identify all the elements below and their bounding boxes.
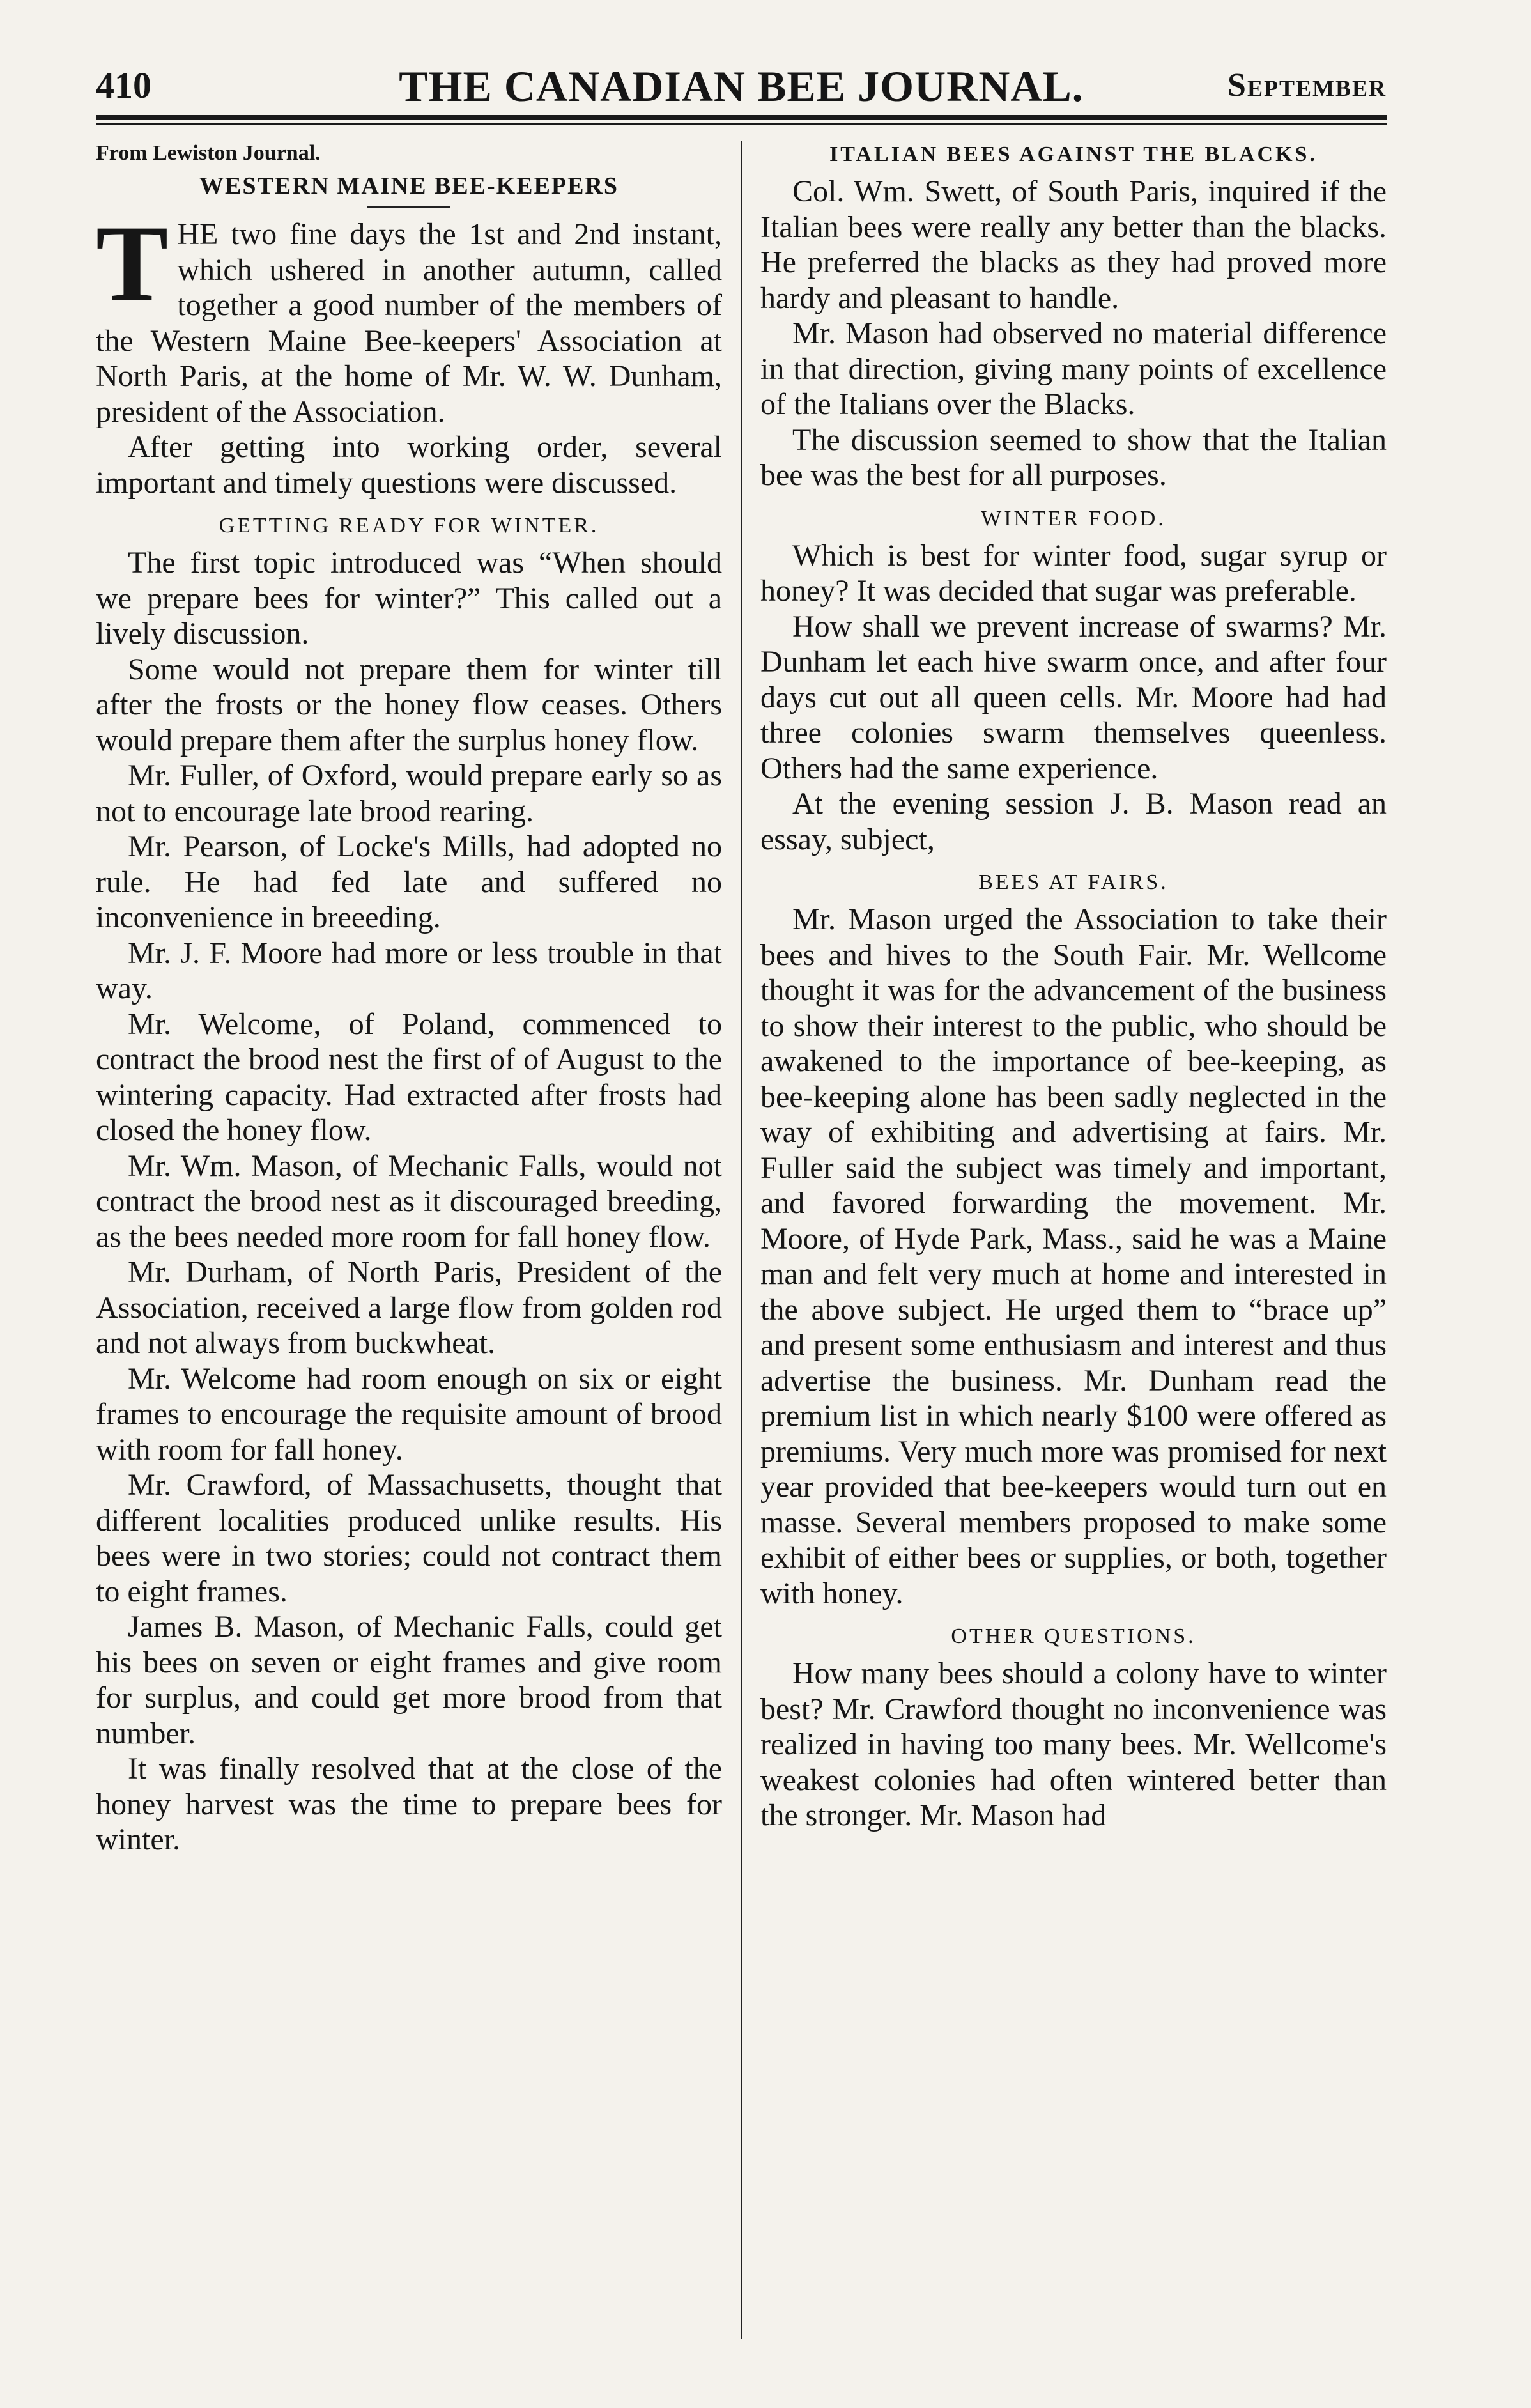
paragraph: Mr. J. F. Moore had more or less trouble in that way. — [96, 936, 722, 1005]
paragraph: The first topic introduced was “When should we prepare bees for winter?” This called out a lively discussion. — [96, 546, 722, 651]
paragraph: Mr. Fuller, of Oxford, would prepare early so as not to encourage late brood rearing. — [96, 759, 722, 828]
section-heading-other-questions: OTHER QUESTIONS. — [951, 1625, 1196, 1648]
journal-title: THE CANADIAN BEE JOURNAL. — [399, 62, 1084, 111]
page-header — [96, 51, 1387, 128]
header-rule-thick — [96, 115, 1387, 120]
journal-page — [96, 51, 1387, 2352]
paragraph: James B. Mason, of Mechanic Falls, could get his bees on seven or eight frames and give room for surplus, and could get more brood from that number. — [96, 1610, 722, 1750]
paragraph: Mr. Mason had observed no material difference in that direction, giving many points of excellence of the Italians over the Blacks. — [760, 316, 1387, 421]
column-divider — [741, 141, 742, 2339]
section-heading-winter-food: WINTER FOOD. — [981, 506, 1166, 530]
section-heading-getting-ready: GETTING READY FOR WINTER. — [219, 514, 599, 537]
paragraph: After getting into working order, several important and timely questions were discussed. — [96, 430, 722, 500]
paragraph: Mr. Wm. Mason, of Mechanic Falls, would not contract the brood nest as it discouraged breeding, as the bees needed more room for fall honey flow. — [96, 1148, 722, 1254]
title-rule — [367, 206, 450, 208]
page-number: 410 — [96, 65, 151, 106]
paragraph: Mr. Pearson, of Locke's Mills, had adopted no rule. He had fed late and suffered no inconvenience in breeeding. — [96, 830, 722, 934]
section-heading-bees-at-fairs: BEES AT FAIRS. — [978, 870, 1169, 894]
header-rule-thin — [96, 123, 1387, 125]
paragraph: Mr. Durham, of North Paris, President of the Association, received a large flow from golden rod and not always from buckwheat. — [96, 1255, 722, 1360]
paragraph: Mr. Welcome, of Poland, commenced to contract the brood nest the first of of August to the wintering capacity. Had extracted after frosts had closed the honey flow. — [96, 1007, 722, 1147]
paragraph: The discussion seemed to show that the Italian bee was the best for all purposes. — [760, 422, 1387, 492]
paragraph: It was finally resolved that at the close of the honey harvest was the time to prepare bees for winter. — [96, 1752, 722, 1856]
paragraph: Mr. Crawford, of Massachusetts, thought that different localities produced unlike results. His bees were in two stories; could not contract them to eight frames. — [96, 1468, 722, 1609]
paragraph: Mr. Welcome had room enough on six or eight frames to encourage the requisite amount of brood with room for fall honey. — [96, 1361, 722, 1467]
intro-text: HE two fine days the 1st and 2nd instant, which ushered in another autumn, called together a good number of the members of the Western Maine Bee-keepers' Association at North Paris, at the home of Mr. W. W. Dunham, president of the Association. — [96, 217, 722, 429]
left-column — [96, 141, 722, 1858]
paragraph: How shall we prevent increase of swarms? Mr. Dunham let each hive swarm once, and after four days cut out all queen cells. Mr. Moore had had three colonies swarm themselves queenless. Others had the same experience. — [760, 609, 1387, 785]
article-columns — [96, 141, 1387, 2352]
paragraph: Some would not prepare them for winter till after the frosts or the honey flow ceases. Others would prepare them after the surplus honey flow. — [96, 652, 722, 757]
article-title: WESTERN MAINE BEE-KEEPERS — [199, 173, 619, 199]
paragraph: Which is best for winter food, sugar syrup or honey? It was decided that sugar was preferable. — [760, 538, 1387, 608]
paragraph: How many bees should a colony have to winter best? Mr. Crawford thought no inconvenience was realized in having too many bees. Mr. Wellcome's weakest colonies had often wintered better than the stronger. Mr. Mason had — [760, 1656, 1387, 1832]
issue-month: September — [1227, 67, 1387, 104]
intro-paragraph — [96, 203, 722, 429]
article-source: From Lewiston Journal. — [96, 141, 321, 165]
section-heading-italian-bees: ITALIAN BEES AGAINST THE BLACKS. — [829, 143, 1318, 166]
paragraph: Mr. Mason urged the Association to take their bees and hives to the South Fair. Mr. Wellcome thought it was for the advancement of the business to show their interest to the public, who should be awakened to the importance of bee-keeping, as bee-keeping alone has been sadly neglected in the way of exhibiting and advertising at fairs. Mr. Fuller said the subject was timely and important, and favored forwarding the movement. Mr. Moore, of Hyde Park, Mass., said he was a Maine man and felt very much at home and interested in the above subject. He urged them to “brace up” and present some enthusiasm and interest and thus advertise the business. Mr. Dunham read the premium list in which nearly $100 were offered as premiums. Very much more was promised for next year provided that bee-keepers would turn out en masse. Several members proposed to make some exhibit of either bees or supplies, or both, together with honey. — [760, 902, 1387, 1610]
drop-cap: T — [96, 203, 169, 323]
right-column — [760, 141, 1387, 1833]
paragraph: Col. Wm. Swett, of South Paris, inquired if the Italian bees were really any better than the blacks. He preferred the blacks as they had proved more hardy and pleasant to handle. — [760, 174, 1387, 315]
paragraph: At the evening session J. B. Mason read an essay, subject, — [760, 787, 1387, 856]
